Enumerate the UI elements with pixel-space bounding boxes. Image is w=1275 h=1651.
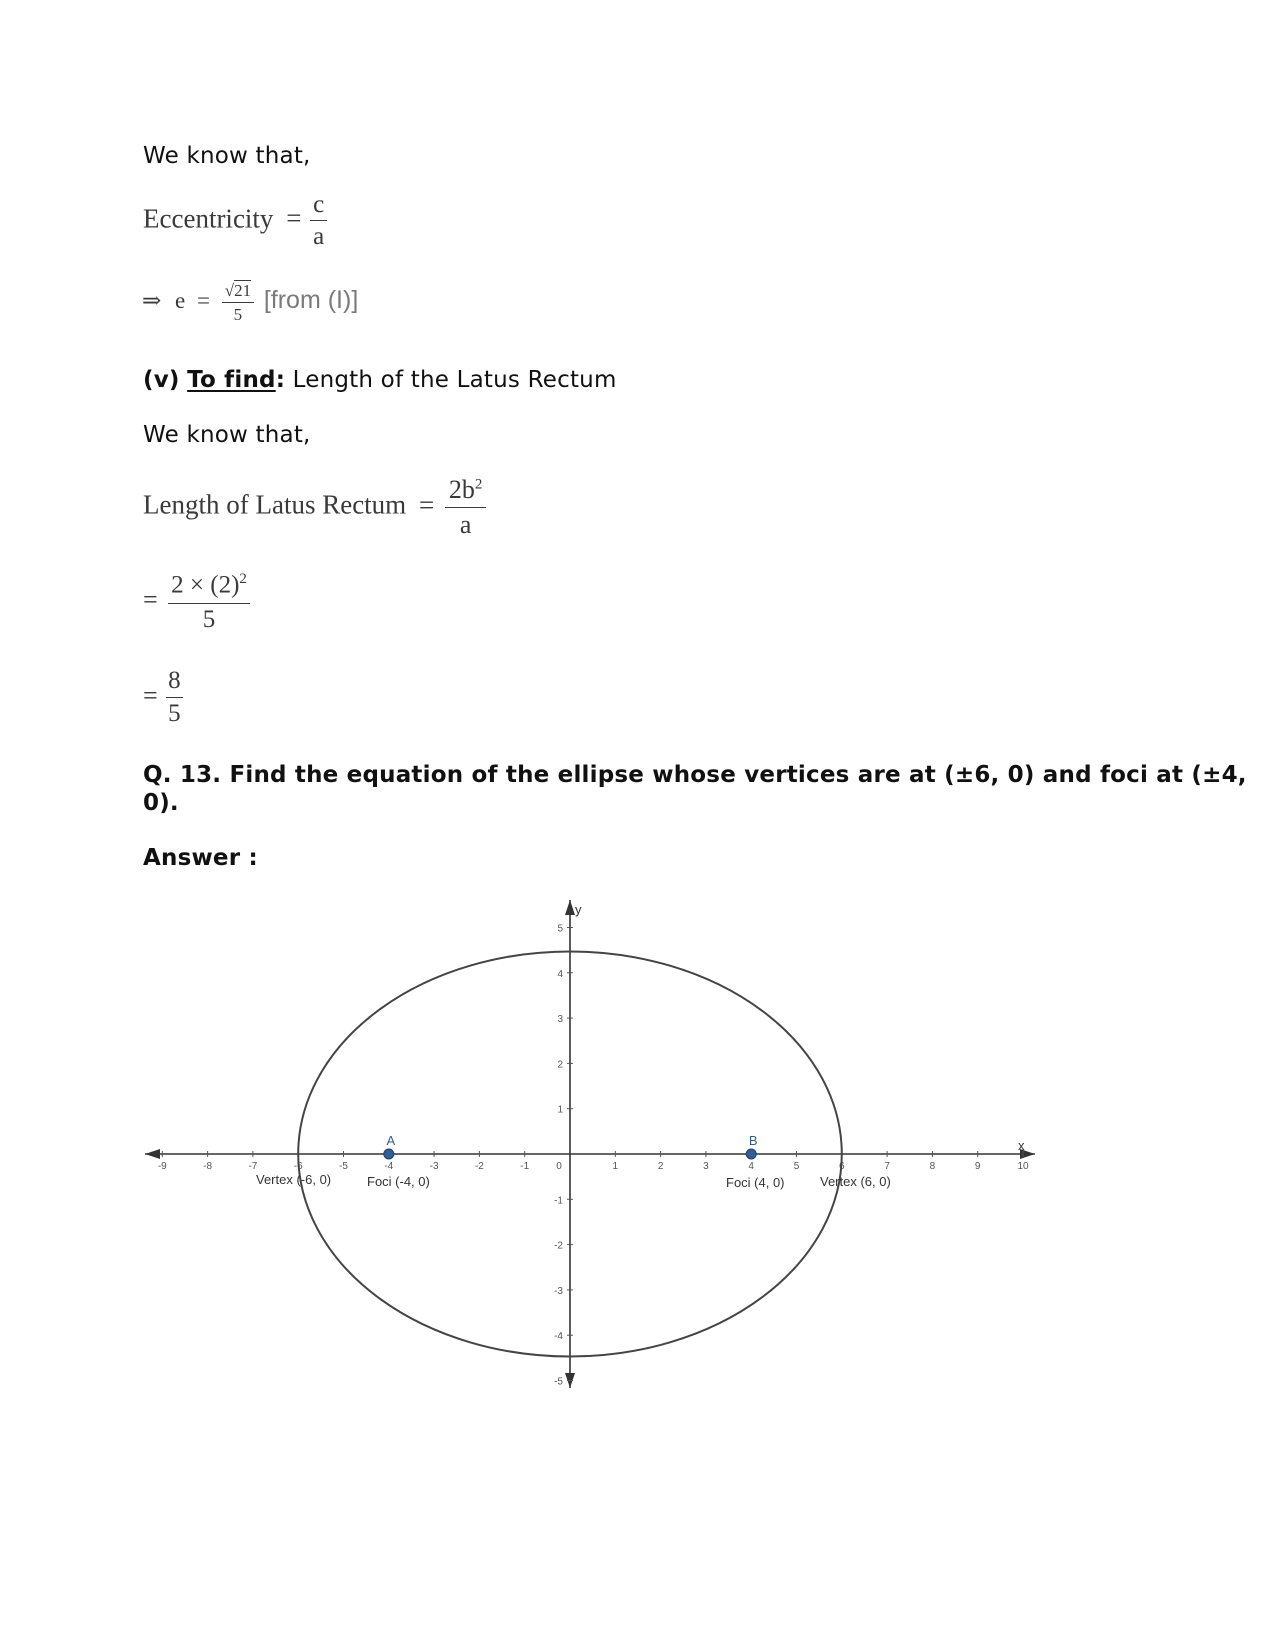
x-tick-label: -9	[157, 1161, 167, 1172]
origin-label: 0	[556, 1161, 562, 1172]
y-axis-arrow-top	[565, 900, 575, 915]
y-tick-label: -1	[554, 1195, 563, 1207]
x-tick-label: 2	[657, 1161, 664, 1172]
equals-sign: =	[197, 288, 210, 314]
y-tick-label: 5	[557, 923, 563, 935]
numerator-base: 2b	[448, 475, 475, 504]
we-know-text-2: We know that,	[143, 422, 311, 448]
x-tick-label: 9	[974, 1161, 981, 1172]
fraction-denominator: a	[459, 510, 472, 540]
point-b	[746, 1149, 756, 1159]
x-tick-label: 8	[929, 1161, 936, 1172]
x-tick-label: -1	[520, 1161, 530, 1172]
foci-left-label: Foci (-4, 0)	[367, 1174, 430, 1189]
x-tick-label: 3	[703, 1161, 709, 1172]
fraction-denominator: 5	[233, 304, 243, 324]
y-tick-label: 3	[557, 1014, 563, 1026]
x-tick-label: -6	[293, 1161, 303, 1172]
vertex-right-label: Vertex (6, 0)	[820, 1174, 891, 1189]
equals-sign: =	[143, 680, 158, 710]
latus-rectum-label: Length of Latus Rectum	[143, 489, 407, 520]
eccentricity-label: Eccentricity	[143, 203, 274, 234]
fraction-numerator: 8	[166, 668, 183, 698]
x-tick-label: 7	[884, 1161, 890, 1172]
part-v-task: Length of the Latus Rectum	[292, 367, 617, 393]
x-tick-label: -3	[429, 1161, 439, 1172]
answer-label: Answer :	[143, 845, 258, 871]
implies-symbol: ⇒	[142, 288, 162, 314]
to-find-label: To find	[187, 367, 276, 393]
numerator-exponent: 2	[239, 571, 247, 587]
fraction-denominator: a	[313, 223, 325, 251]
colon: :	[275, 367, 286, 393]
y-tick-label: -3	[554, 1285, 563, 1297]
y-tick-label: 4	[557, 968, 563, 980]
x-tick-label: 10	[1017, 1161, 1029, 1172]
numerator-exponent: 2	[474, 476, 483, 493]
y-axis-label: y	[575, 902, 582, 917]
x-tick-label: 5	[793, 1161, 800, 1172]
sqrt-radicand: 21	[234, 281, 252, 300]
part-number: (v)	[143, 367, 180, 393]
equals-sign: =	[418, 489, 435, 520]
x-tick-label: -8	[203, 1161, 213, 1172]
fraction-denominator: 5	[202, 605, 216, 633]
question-13-line-2: 0).	[143, 790, 179, 816]
x-tick-label: -7	[248, 1161, 258, 1172]
reference-note: [from (I)]	[263, 286, 359, 315]
y-tick-label: 2	[557, 1059, 563, 1071]
y-tick-label: 1	[557, 1104, 563, 1116]
y-tick-label: -4	[554, 1331, 563, 1343]
fraction-numerator: c	[310, 192, 327, 221]
x-tick-label: -4	[384, 1161, 394, 1172]
foci-right-label: Foci (4, 0)	[726, 1175, 785, 1190]
numerator-base: 2 × (2)	[171, 571, 240, 599]
point-label-b: B	[748, 1133, 758, 1148]
y-tick-label: -5	[554, 1376, 563, 1388]
we-know-text-1: We know that,	[143, 143, 311, 169]
x-tick-label: 4	[748, 1161, 754, 1172]
sqrt-symbol: √	[224, 281, 235, 300]
x-tick-label: -5	[339, 1161, 348, 1172]
point-label-a: A	[386, 1133, 396, 1148]
y-tick-label: -2	[554, 1240, 563, 1252]
vertex-left-label: Vertex (-6, 0)	[256, 1172, 332, 1187]
question-13-line-1: Q. 13. Find the equation of the ellipse whose vertices are at (±6, 0) and foci at (±4,	[143, 762, 1247, 788]
x-tick-label: 6	[839, 1161, 845, 1172]
equals-sign: =	[286, 203, 302, 234]
point-a	[384, 1149, 394, 1159]
equals-sign: =	[143, 585, 158, 615]
x-axis-label: x	[1018, 1138, 1025, 1153]
fraction-denominator: 5	[168, 700, 181, 728]
x-axis-arrow-left	[145, 1149, 160, 1159]
x-tick-label: -2	[474, 1161, 484, 1172]
e-symbol: e	[175, 288, 186, 314]
x-tick-label: 1	[612, 1161, 619, 1172]
